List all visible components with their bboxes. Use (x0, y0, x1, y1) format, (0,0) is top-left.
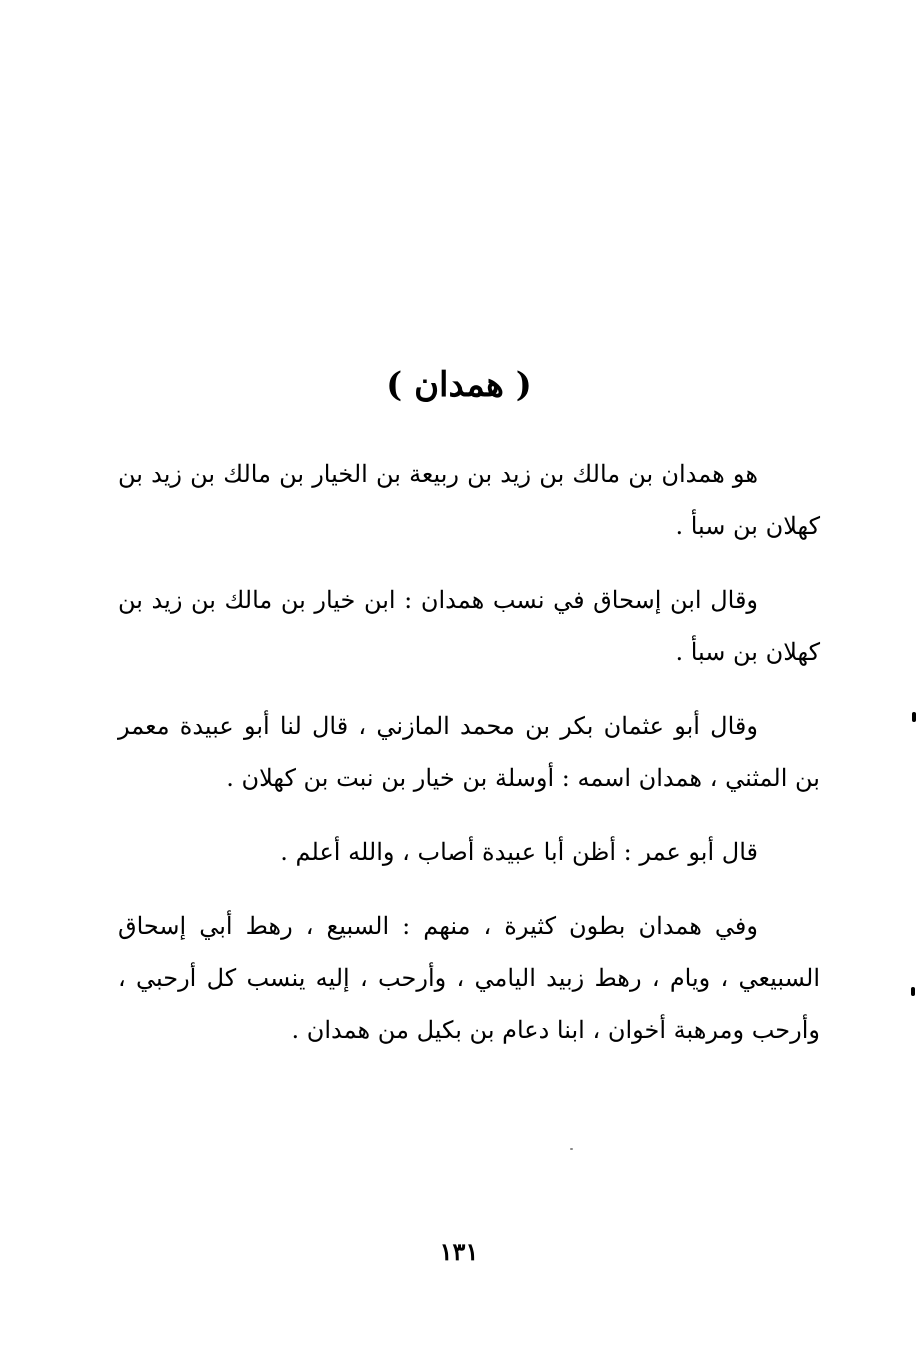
body-text (118, 448, 820, 1078)
paragraph-abu-uthman: وقال أبو عثمان بكر بن محمد المازني ، قال لنا أبو عبيدة معمر بن المثني ، همدان اسمه : أوسلة بن خيار بن نبت بن كهلان . (118, 712, 820, 792)
paragraph-abu-umar: قال أبو عمر : أظن أبا عبيدة أصاب ، والله أعلم . (280, 838, 758, 866)
chapter-title: ( همدان ) (386, 365, 532, 405)
scan-mark (911, 987, 915, 996)
scan-mark (570, 1148, 573, 1150)
paragraph-clans: وفي همدان بطون كثيرة ، منهم : السبيع ، رهط أبي إسحاق السبيعي ، ويام ، رهط زبيد اليامي ، وأرحب ، إليه ينسب كل أرحبي ، وأرحب ومرهبة أخوان ، ابنا دعام بن بكيل من همدان . (118, 912, 820, 1044)
paragraph-lineage: هو همدان بن مالك بن زيد بن ربيعة بن الخيار بن مالك بن زيد بن كهلان بن سبأ . (118, 460, 820, 540)
paragraph-ibn-ishaq: وقال ابن إسحاق في نسب همدان : ابن خيار بن مالك بن زيد بن كهلان بن سبأ . (118, 586, 820, 666)
page-number: ١٣١ (439, 1237, 479, 1266)
scan-mark (912, 712, 916, 722)
